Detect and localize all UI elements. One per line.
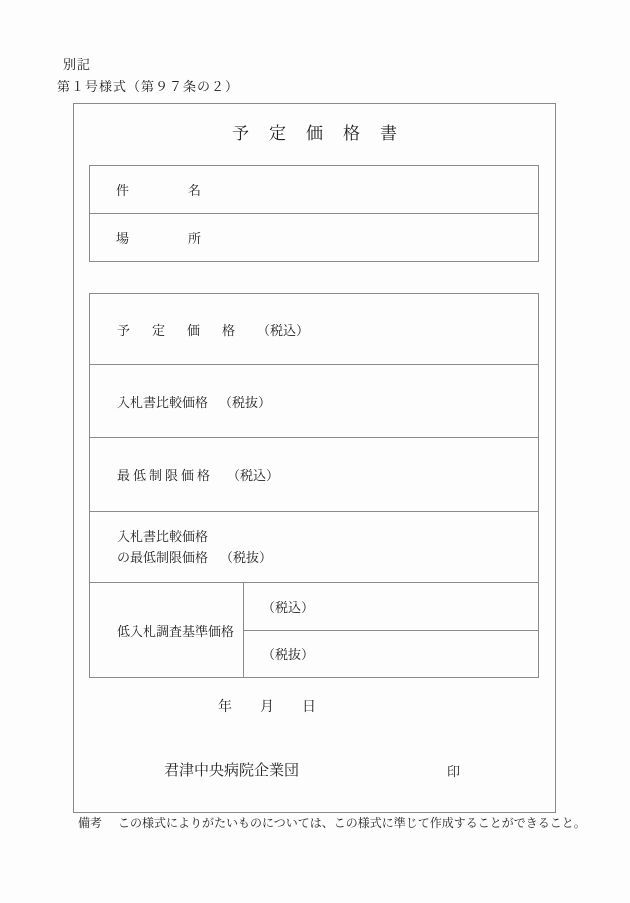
- tax-excluded-note: （税抜）: [262, 647, 315, 663]
- date-line: 年 月 日: [218, 700, 316, 715]
- tax-included-note: （税込）: [262, 599, 315, 615]
- row-low-bid-survey-base-price: [90, 582, 538, 677]
- price-table: [89, 293, 539, 678]
- location-label: 場所: [116, 231, 261, 246]
- minimum-limit-tax-note: （税込）: [227, 468, 280, 483]
- annotation-bekki: 別記: [63, 57, 92, 72]
- low-bid-survey-value-cells: [244, 583, 538, 677]
- row-bid-comparison-price: [90, 364, 538, 437]
- form-frame: [73, 103, 556, 813]
- bid-comparison-minimum-line1: 入札書比較価格: [117, 529, 209, 544]
- bid-comparison-minimum-line2: [117, 547, 272, 568]
- low-bid-survey-label-cell: [90, 583, 244, 677]
- remarks-text: この様式によりがたいものについては、この様式に準じて作成することができること。: [118, 816, 586, 830]
- page-title: 予定価格書: [232, 124, 417, 143]
- remarks-label: 備考: [78, 816, 103, 830]
- planned-price-label: 予定価格: [117, 322, 258, 338]
- row-subject: [90, 166, 538, 213]
- row-minimum-limit-price: [90, 437, 538, 511]
- organization-name: 君津中央病院企業団: [164, 763, 300, 779]
- remarks-note: [78, 816, 586, 831]
- low-bid-survey-tax-excluded-cell: [244, 630, 538, 678]
- minimum-limit-label: 最低制限価格: [117, 468, 214, 483]
- bid-comparison-tax-note: （税抜）: [219, 394, 272, 410]
- subject-label: 件名: [116, 183, 261, 198]
- signature-line: [74, 762, 555, 780]
- planned-price-tax-note: （税込）: [257, 322, 310, 338]
- info-table: [89, 165, 539, 262]
- form-number: 第１号様式（第９７条の２）: [57, 79, 240, 94]
- bid-comparison-minimum-tax-note: （税抜）: [220, 550, 273, 565]
- bid-comparison-label: 入札書比較価格: [117, 394, 209, 410]
- seal-mark: 印: [447, 764, 461, 779]
- bid-comparison-minimum-line2-text: の最低制限価格: [117, 550, 209, 565]
- row-location: [90, 213, 538, 261]
- row-planned-price: [90, 294, 538, 364]
- low-bid-survey-label: 低入札調査基準価格: [117, 623, 235, 639]
- row-bid-comparison-minimum-limit: [90, 511, 538, 582]
- low-bid-survey-tax-included-cell: [244, 583, 538, 630]
